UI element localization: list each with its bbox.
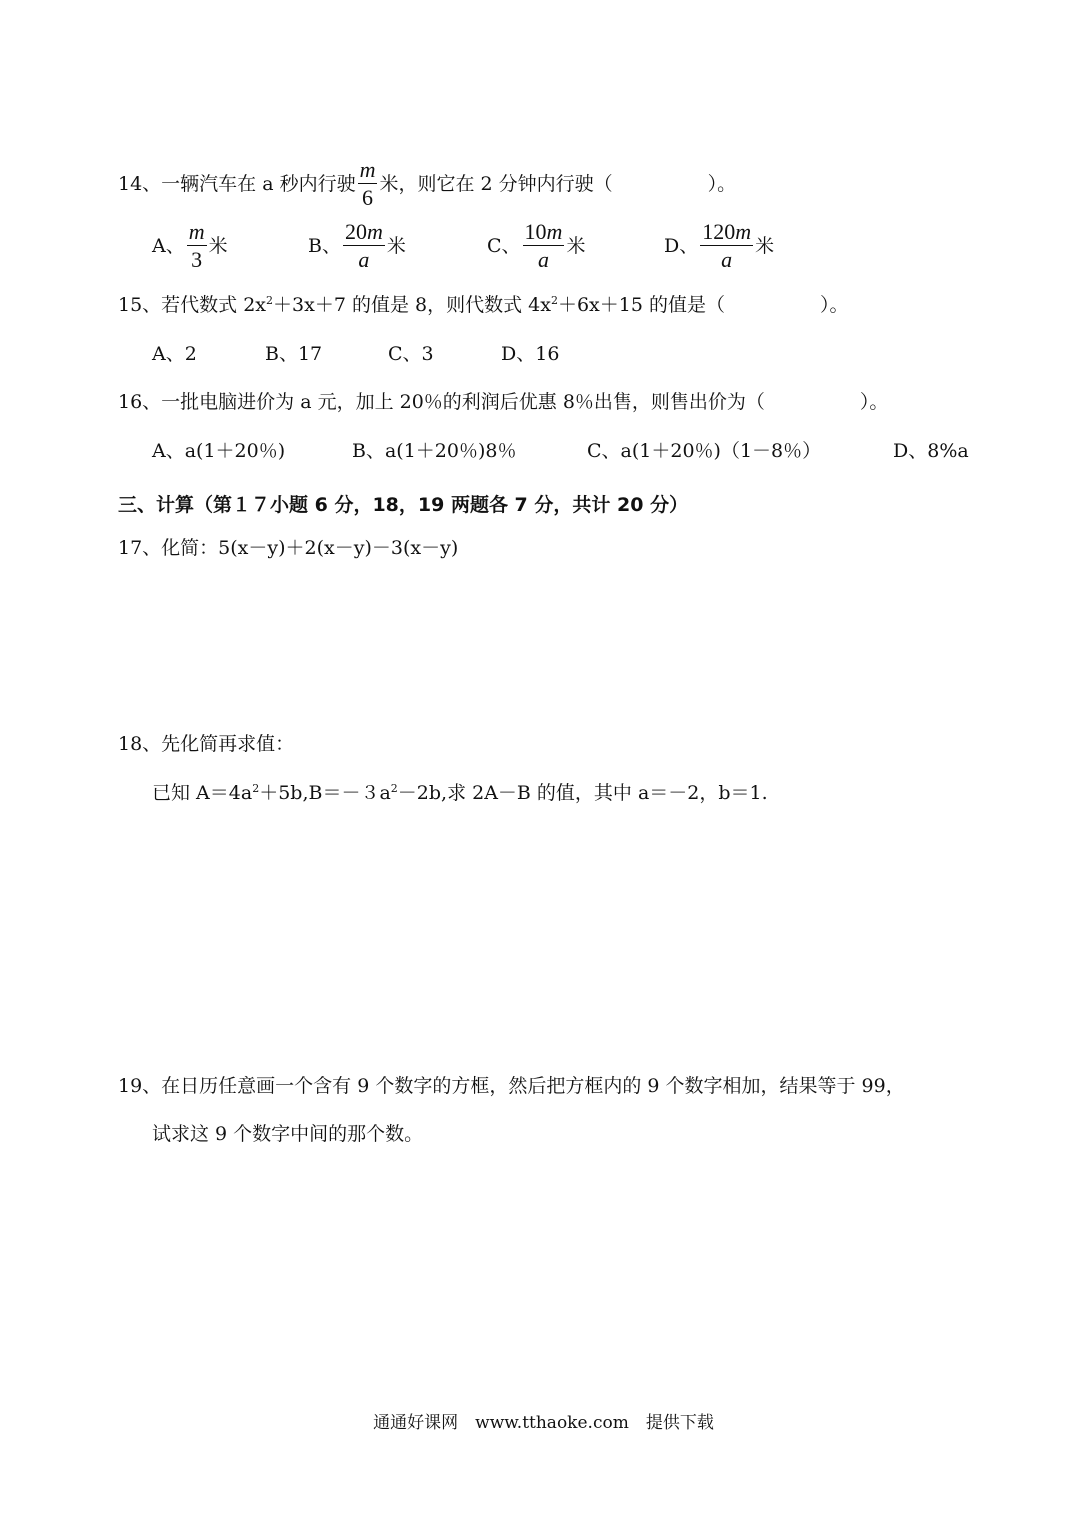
question-16: 16、一批电脑进价为 a 元，加上 20％的利润后优惠 8％出售，则售出价为（ ）。 [118,391,889,413]
q15-text-c: ＋6x＋15 的值是（ ）。 [557,294,849,316]
question-17: 17、化简：5(x－y)＋2(x－y)－3(x－y) [118,537,459,559]
q18-given-c: －2b,求 2A－B 的值，其中 a＝－2，b＝1. [397,782,768,804]
q18-exponent: 2 [252,782,260,795]
q15-text-b: ＋3x＋7 的值是 8，则代数式 4x [273,294,551,316]
q15-option-a: A、2 [152,343,197,365]
option-letter: C、 [487,235,521,257]
option-frac-den: 3 [191,247,203,272]
q14-option-b [308,220,406,272]
option-unit: 米 [566,235,586,257]
option-frac-num: 120m [702,219,752,244]
option-letter: D、 [664,235,699,257]
question-19-line-2: 试求这 9 个数字中间的那个数。 [152,1123,424,1145]
q14-option-c [487,220,585,272]
question-19-line-1: 19、在日历任意画一个含有 9 个数字的方框，然后把方框内的 9 个数字相加，结果等于 99， [118,1075,905,1097]
q14-option-d [664,220,774,272]
section-3-heading: 三、计算（第１７小题 6 分，18，19 两题各 7 分，共计 20 分） [118,494,689,516]
q16-option-a: A、a(1＋20％) [152,440,286,462]
question-18-title: 18、先化简再求值： [118,733,295,755]
option-frac-num: 20m [344,219,383,244]
option-frac-num: 10m [524,219,563,244]
q15-exponent: 2 [550,294,558,307]
option-unit: 米 [755,235,775,257]
q18-exponent: 2 [390,782,398,795]
q18-given-b: ＋5b,B＝－３a [259,782,391,804]
q16-option-b: B、a(1＋20％)8％ [352,440,517,462]
q14-frac-num: m [359,157,376,182]
option-frac-num: m [188,219,205,244]
option-frac-den: a [721,247,733,272]
option-frac-den: a [358,247,370,272]
question-18-given [152,780,768,806]
q14-frac-den: 6 [362,185,374,210]
q14-suffix: 米，则它在 2 分钟内行驶（ ）。 [379,173,737,195]
page-footer: 通通好课网 www.tthaoke.com 提供下载 [373,1413,714,1433]
q15-option-d: D、16 [501,343,560,365]
q15-option-b: B、17 [265,343,323,365]
q15-exponent: 2 [266,294,274,307]
option-frac-den: a [537,247,549,272]
q16-option-d: D、8%a [893,440,969,462]
q15-option-c: C、3 [388,343,434,365]
q14-fraction [358,158,378,210]
option-letter: B、 [308,235,341,257]
q14-option-a [152,220,228,272]
option-letter: A、 [152,235,185,257]
option-unit: 米 [208,235,228,257]
q14-prefix: 14、一辆汽车在 a 秒内行驶 [118,173,356,195]
option-unit: 米 [386,235,406,257]
question-14 [118,158,736,210]
q16-option-c: C、a(1＋20％)（1－8％） [587,440,822,462]
q15-text-a: 15、若代数式 2x [118,294,267,316]
q18-given-a: 已知 A＝4a [152,782,253,804]
question-15 [118,292,848,318]
